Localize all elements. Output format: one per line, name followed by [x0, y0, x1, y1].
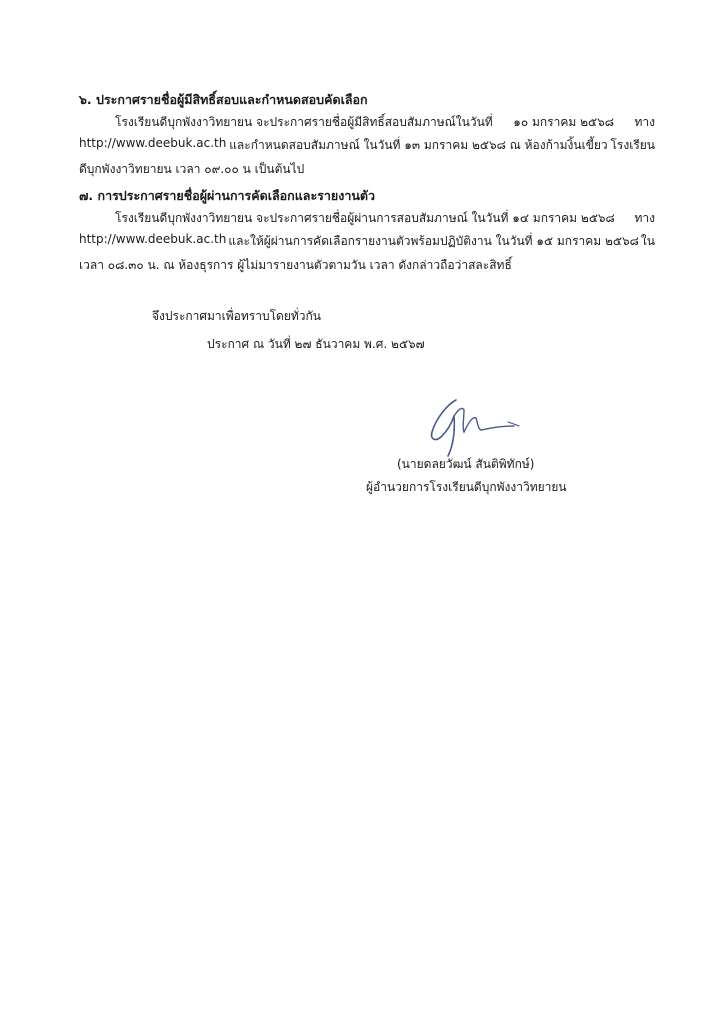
section-6-line-1 — [115, 113, 655, 132]
signer-name: (นายดลยวัฒน์ สันติพิทักษ์) — [397, 457, 535, 471]
section-7-line-1 — [115, 209, 655, 228]
section-6-heading: ๖. ประกาศรายชื่อผู้มีสิทธิ์สอบและกำหนดสอบคัดเลือก — [79, 92, 368, 107]
section-7-line-1-part-a: โรงเรียนดีบุกพังงาวิทยายน จะประกาศรายชื่อผู้ผ่านการสอบสัมภาษณ์ ในวันที่ ๑๔ มกราคม ๒๕๖๘ — [115, 211, 615, 225]
section-6-line-2 — [79, 136, 655, 155]
signer-position: ผู้อำนวยการโรงเรียนดีบุกพังงาวิทยายน — [366, 480, 567, 494]
section-7-url: http://www.deebuk.ac.th — [79, 232, 227, 246]
section-7-heading: ๗. การประกาศรายชื่อผู้ผ่านการคัดเลือกและรายงานตัว — [79, 188, 376, 203]
section-7-line-3: เวลา ๐๘.๓๐ น. ณ ห้องธุรการ ผู้ไม่มารายงานตัวตามวัน เวลา ดังกล่าวถือว่าสละสิทธิ์ — [79, 258, 512, 272]
signature-image — [418, 388, 528, 460]
section-7-line-2 — [79, 232, 655, 251]
section-6-line-1-part-a: โรงเรียนดีบุกพังงาวิทยายน จะประกาศรายชื่อผู้มีสิทธิ์สอบสัมภาษณ์ในวันที่ — [115, 115, 493, 129]
section-7-line-2-part-c: ใน — [640, 234, 655, 248]
section-6-line-2-part-b: และกำหนดสอบสัมภาษณ์ ในวันที่ ๑๓ มกราคม ๒๕๖๘ ณ ห้องก้ามงิ้นเขี้ยว — [229, 138, 608, 152]
section-6-line-2-part-c: โรงเรียน — [610, 138, 655, 152]
section-6-line-1-part-c: ทาง — [634, 115, 655, 129]
section-6-url: http://www.deebuk.ac.th — [79, 136, 227, 150]
announcement-date: ประกาศ ณ วันที่ ๒๗ ธันวาคม พ.ศ. ๒๕๖๗ — [207, 337, 425, 351]
section-6-line-3: ดีบุกพังงาวิทยายน เวลา ๐๙.๐๐ น เป็นต้นไป — [79, 162, 305, 176]
section-7-line-2-part-b: และให้ผู้ผ่านการคัดเลือกรายงานตัวพร้อมปฏิบัติงาน ในวันที่ ๑๕ มกราคม ๒๕๖๘ — [228, 234, 639, 248]
closing-announcement: จึงประกาศมาเพื่อทราบโดยทั่วกัน — [152, 309, 321, 323]
section-7-line-1-part-b: ทาง — [634, 211, 655, 225]
section-6-line-1-part-b: ๑๐ มกราคม ๒๕๖๘ — [513, 115, 614, 129]
